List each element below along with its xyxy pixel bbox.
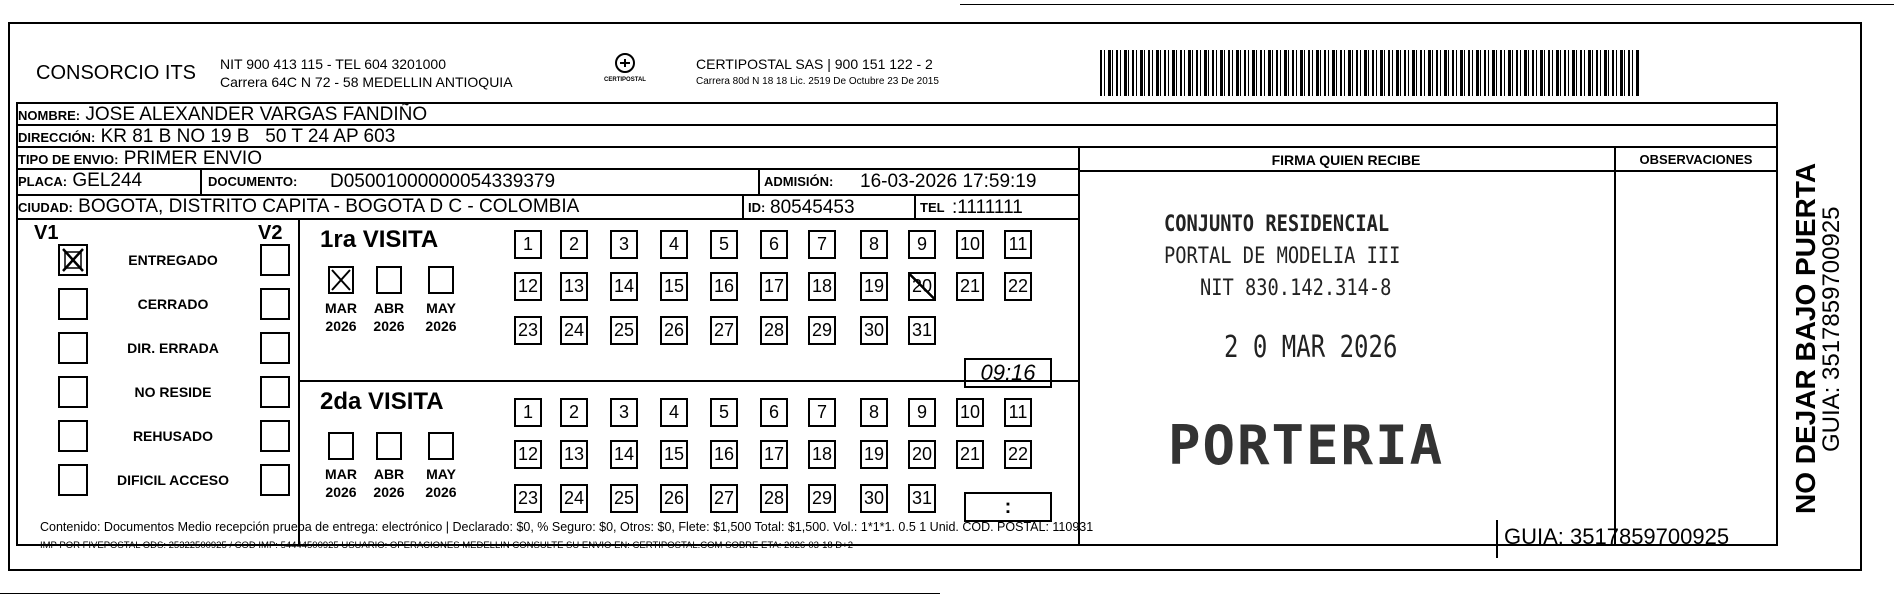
first-visit-abr-label: ABR xyxy=(373,300,405,316)
second-visit-day-25[interactable]: 25 xyxy=(610,484,638,513)
document-label: DOCUMENTO: xyxy=(208,174,298,189)
second-visit-day-30[interactable]: 30 xyxy=(860,484,888,513)
first-visit-day-26[interactable]: 26 xyxy=(660,316,688,345)
first-visit-time[interactable]: 09:16 xyxy=(964,358,1052,388)
second-visit-day-12[interactable]: 12 xyxy=(514,440,542,469)
v2-checkbox-cerrado[interactable] xyxy=(260,288,290,320)
second-visit-day-29[interactable]: 29 xyxy=(808,484,836,513)
first-visit-day-19[interactable]: 19 xyxy=(860,272,888,301)
stamp-line-1: CONJUNTO RESIDENCIAL xyxy=(1164,212,1390,237)
first-visit-day-20[interactable]: 20 xyxy=(908,272,936,301)
second-visit-day-10[interactable]: 10 xyxy=(956,398,984,427)
type-row xyxy=(18,148,1078,170)
second-visit-day-6[interactable]: 6 xyxy=(760,398,788,427)
id-value: 80545453 xyxy=(770,197,855,218)
first-visit-day-25[interactable]: 25 xyxy=(610,316,638,345)
admission-value: 16-03-2026 17:59:19 xyxy=(860,171,1037,192)
address-row xyxy=(18,126,1776,148)
carrier-license: Carrera 80d N 18 18 Lic. 2519 De Octubre 23 De 2015 xyxy=(696,76,939,87)
barcode xyxy=(1100,50,1640,96)
first-visit-day-30[interactable]: 30 xyxy=(860,316,888,345)
name-label: NOMBRE: xyxy=(18,108,81,123)
first-visit-day-9[interactable]: 9 xyxy=(908,230,936,259)
v2-checkbox-dificil-acceso[interactable] xyxy=(260,464,290,496)
side-no-dejar: NO DEJAR BAJO PUERTA xyxy=(1790,162,1821,514)
second-visit-day-18[interactable]: 18 xyxy=(808,440,836,469)
first-visit-day-16[interactable]: 16 xyxy=(710,272,738,301)
side-guia: GUIA: 3517859700925 xyxy=(1818,206,1845,452)
second-visit-may-label: MAY xyxy=(426,466,456,482)
first-visit-day-12[interactable]: 12 xyxy=(514,272,542,301)
first-visit-day-23[interactable]: 23 xyxy=(514,316,542,345)
second-visit-day-20[interactable]: 20 xyxy=(908,440,936,469)
second-visit-day-26[interactable]: 26 xyxy=(660,484,688,513)
first-visit-year-1: 2026 xyxy=(325,318,357,334)
second-visit-day-5[interactable]: 5 xyxy=(710,398,738,427)
first-visit-day-21[interactable]: 21 xyxy=(956,272,984,301)
tel-label: TEL xyxy=(920,200,945,215)
second-visit-day-19[interactable]: 19 xyxy=(860,440,888,469)
type-label: TIPO DE ENVIO: xyxy=(18,152,119,167)
first-visit-day-18[interactable]: 18 xyxy=(808,272,836,301)
second-visit-day-11[interactable]: 11 xyxy=(1004,398,1032,427)
first-visit-day-24[interactable]: 24 xyxy=(560,316,588,345)
v1-checkbox-no-reside[interactable] xyxy=(58,376,88,408)
tel-value: :1111111 xyxy=(952,197,1023,218)
name-row xyxy=(18,104,1776,126)
second-visit-day-9[interactable]: 9 xyxy=(908,398,936,427)
id-label: ID: xyxy=(748,200,766,215)
second-visit-day-21[interactable]: 21 xyxy=(956,440,984,469)
stamp-porteria: PORTERIA xyxy=(1168,414,1445,477)
stamp-line-3: NIT 830.142.314-8 xyxy=(1200,276,1392,301)
status-cerrado: CERRADO xyxy=(137,296,209,312)
delivery-form xyxy=(16,102,1778,546)
city-row xyxy=(18,196,1078,220)
v1-checkbox-dir-errada[interactable] xyxy=(58,332,88,364)
observations-title: OBSERVACIONES xyxy=(1639,152,1753,167)
second-visit-year-2: 2026 xyxy=(373,484,405,500)
city-label: CIUDAD: xyxy=(18,200,73,215)
second-visit-time[interactable]: : xyxy=(964,492,1052,522)
second-visit-day-13[interactable]: 13 xyxy=(560,440,588,469)
first-visit-day-6[interactable]: 6 xyxy=(760,230,788,259)
first-visit-day-5[interactable]: 5 xyxy=(710,230,738,259)
first-visit-day-11[interactable]: 11 xyxy=(1004,230,1032,259)
v2-checkbox-entregado[interactable] xyxy=(260,244,290,276)
shipping-type: PRIMER ENVIO xyxy=(123,148,262,169)
first-visit-year-2: 2026 xyxy=(373,318,405,334)
second-visit-month-abr[interactable] xyxy=(376,432,402,460)
first-visit-day-22[interactable]: 22 xyxy=(1004,272,1032,301)
second-visit-day-8[interactable]: 8 xyxy=(860,398,888,427)
first-visit-year-3: 2026 xyxy=(425,318,457,334)
first-visit-month-abr[interactable] xyxy=(376,266,402,294)
first-visit-day-4[interactable]: 4 xyxy=(660,230,688,259)
recipient-address: KR 81 B NO 19 B 50 T 24 AP 603 xyxy=(100,126,396,147)
status-dificil-acceso: DIFICIL ACCESO xyxy=(116,472,229,488)
document-value: D05001000000054339379 xyxy=(330,171,556,192)
second-visit-year-3: 2026 xyxy=(425,484,457,500)
status-dir-errada: DIR. ERRADA xyxy=(127,340,219,356)
footer-guia: GUIA: 3517859700925 xyxy=(1504,524,1730,549)
certipostal-logo-icon xyxy=(600,52,650,92)
v2-checkbox-no-reside[interactable] xyxy=(260,376,290,408)
first-visit-day-15[interactable]: 15 xyxy=(660,272,688,301)
first-visit-day-13[interactable]: 13 xyxy=(560,272,588,301)
status-no-reside: NO RESIDE xyxy=(134,384,212,400)
second-visit-day-7[interactable]: 7 xyxy=(808,398,836,427)
v2-label: V2 xyxy=(258,222,283,244)
v1-checkbox-dificil-acceso[interactable] xyxy=(58,464,88,496)
second-visit-title: 2da VISITA xyxy=(320,388,444,415)
second-visit-day-27[interactable]: 27 xyxy=(710,484,738,513)
first-visit-day-2[interactable]: 2 xyxy=(560,230,588,259)
v1-checkbox-cerrado[interactable] xyxy=(58,288,88,320)
plate-row xyxy=(18,170,1078,196)
city-value: BOGOTA, DISTRITO CAPITA - BOGOTA D C - COLOMBIA xyxy=(78,196,580,217)
second-visit-day-16[interactable]: 16 xyxy=(710,440,738,469)
first-visit-day-1[interactable]: 1 xyxy=(514,230,542,259)
first-visit-day-14[interactable]: 14 xyxy=(610,272,638,301)
first-visit-day-3[interactable]: 3 xyxy=(610,230,638,259)
second-visit-day-2[interactable]: 2 xyxy=(560,398,588,427)
second-visit-day-23[interactable]: 23 xyxy=(514,484,542,513)
first-visit-day-27[interactable]: 27 xyxy=(710,316,738,345)
bottom-tear-line xyxy=(0,593,940,594)
footer-content: Contenido: Documentos Medio recepción prueba de entrega: electrónico | Declarado: $0, % Seguro: $0, Otros: $0, Flete: $1,500 Total: $1,500. Vol.: 1*1*1. 0.5 1 Unid. COD. POSTAL: 110931 xyxy=(40,520,1094,534)
status-rehusado: REHUSADO xyxy=(132,428,214,444)
logo-text: CERTIPOSTAL xyxy=(604,77,646,83)
second-visit-day-14[interactable]: 14 xyxy=(610,440,638,469)
plate-value: GEL244 xyxy=(72,170,143,191)
second-visit-day-31[interactable]: 31 xyxy=(908,484,936,513)
second-visit-day-1[interactable]: 1 xyxy=(514,398,542,427)
shipping-label xyxy=(8,22,1862,571)
second-visit-day-24[interactable]: 24 xyxy=(560,484,588,513)
second-visit-day-4[interactable]: 4 xyxy=(660,398,688,427)
top-tear-line xyxy=(960,4,1894,5)
address-label: DIRECCIÓN: xyxy=(18,130,96,145)
second-visit-abr-label: ABR xyxy=(373,466,405,482)
check-mark-icon xyxy=(60,246,86,274)
first-visit-day-7[interactable]: 7 xyxy=(808,230,836,259)
first-visit-month-may[interactable] xyxy=(428,266,454,294)
admission-label: ADMISIÓN: xyxy=(764,174,834,189)
second-visit-day-22[interactable]: 22 xyxy=(1004,440,1032,469)
company-nit: NIT 900 413 115 - TEL 604 3201000 xyxy=(220,56,446,72)
first-visit-day-29[interactable]: 29 xyxy=(808,316,836,345)
first-visit-day-17[interactable]: 17 xyxy=(760,272,788,301)
footer-imp: IMP POR FIVEPOSTAL ODS: 25322500925 / COD IMP: 54444500925 USUARIO: OPERACIONES MEDELLIN CONSULTE SU ENVIO EN: CERTIPOSTAL.COM SOBRE ETA: 2026-03-18 D+2 xyxy=(40,540,853,551)
v2-checkbox-rehusado[interactable] xyxy=(260,420,290,452)
first-visit-day-10[interactable]: 10 xyxy=(956,230,984,259)
second-visit-day-17[interactable]: 17 xyxy=(760,440,788,469)
second-visit-mar-label: MAR xyxy=(325,466,357,482)
second-visit-year-1: 2026 xyxy=(325,484,357,500)
status-entregado: ENTREGADO xyxy=(128,252,218,268)
company-address: Carrera 64C N 72 - 58 MEDELLIN ANTIOQUIA xyxy=(220,74,513,90)
second-visit-day-3[interactable]: 3 xyxy=(610,398,638,427)
v1-checkbox-rehusado[interactable] xyxy=(58,420,88,452)
signature-title: FIRMA QUIEN RECIBE xyxy=(1271,152,1421,168)
stamp-date: 2 0 MAR 2026 xyxy=(1224,330,1398,365)
plate-label: PLACA: xyxy=(18,174,68,189)
recipient-name: JOSE ALEXANDER VARGAS FANDIÑO xyxy=(85,104,428,125)
first-visit-mar-label: MAR xyxy=(325,300,357,316)
first-visit-may-label: MAY xyxy=(426,300,456,316)
second-visit-day-15[interactable]: 15 xyxy=(660,440,688,469)
v1-checkbox-entregado[interactable] xyxy=(58,244,88,276)
label-header xyxy=(10,24,1860,100)
first-visit-day-8[interactable]: 8 xyxy=(860,230,888,259)
first-visit-title: 1ra VISITA xyxy=(320,226,439,253)
company-name: CONSORCIO ITS xyxy=(36,62,197,84)
check-mark-icon xyxy=(330,268,352,292)
second-visit-day-28[interactable]: 28 xyxy=(760,484,788,513)
carrier-name: CERTIPOSTAL SAS | 900 151 122 - 2 xyxy=(696,56,933,72)
first-visit-month-mar[interactable] xyxy=(328,266,354,294)
stamp-line-2: PORTAL DE MODELIA III xyxy=(1164,244,1401,269)
second-visit-month-may[interactable] xyxy=(428,432,454,460)
first-visit-day-28[interactable]: 28 xyxy=(760,316,788,345)
v2-checkbox-dir-errada[interactable] xyxy=(260,332,290,364)
second-visit-month-mar[interactable] xyxy=(328,432,354,460)
v1-label: V1 xyxy=(34,222,59,244)
first-visit-day-31[interactable]: 31 xyxy=(908,316,936,345)
